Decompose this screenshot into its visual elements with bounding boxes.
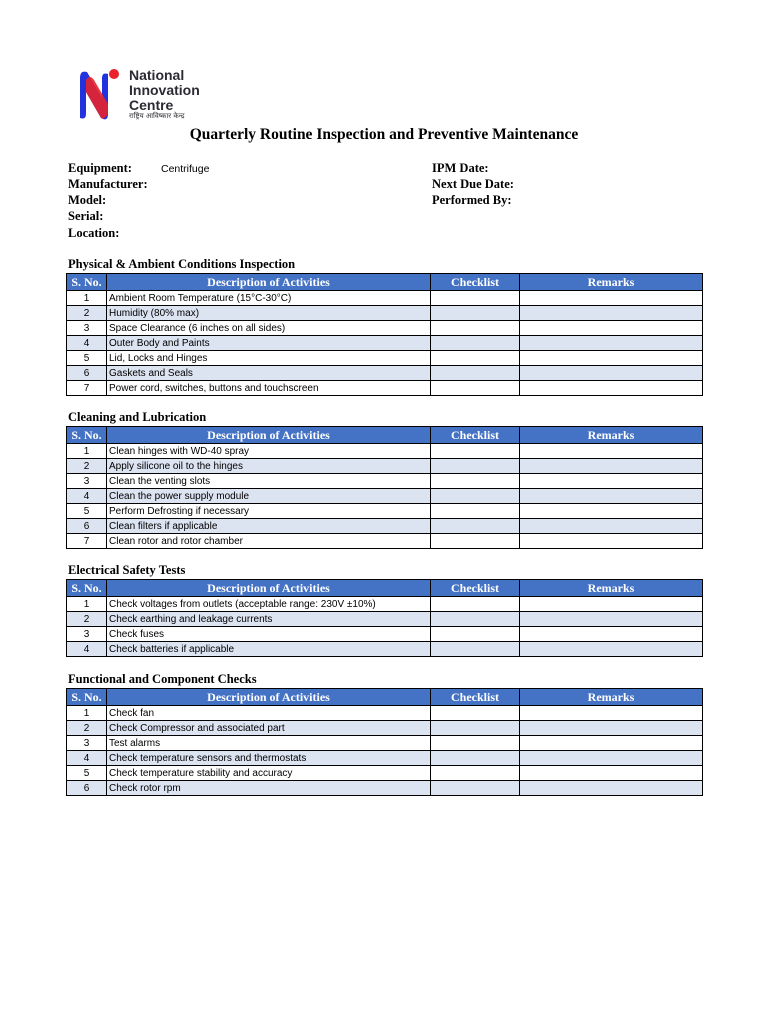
table-row: [67, 781, 703, 796]
table-header-row: [67, 689, 703, 706]
checklist-cell[interactable]: [431, 504, 520, 519]
row-description: Check temperature stability and accuracy: [107, 766, 431, 781]
physical-inspection-table: [66, 273, 703, 396]
row-description: Clean the venting slots: [107, 474, 431, 489]
checklist-cell[interactable]: [431, 489, 520, 504]
functional-checks-table: [66, 688, 703, 796]
checklist-cell[interactable]: [431, 381, 520, 396]
table-row: [67, 336, 703, 351]
remarks-cell[interactable]: [520, 444, 703, 459]
table-row: [67, 291, 703, 306]
remarks-cell[interactable]: [520, 366, 703, 381]
row-number: 1: [67, 444, 107, 459]
checklist-cell[interactable]: [431, 781, 520, 796]
table-row: [67, 721, 703, 736]
checklist-cell[interactable]: [431, 474, 520, 489]
remarks-cell[interactable]: [520, 336, 703, 351]
checklist-cell[interactable]: [431, 306, 520, 321]
logo-wordmark: [129, 68, 200, 113]
remarks-cell[interactable]: [520, 642, 703, 657]
row-number: 4: [67, 489, 107, 504]
checklist-header: Checklist: [431, 580, 520, 597]
row-number: 5: [67, 766, 107, 781]
remarks-cell[interactable]: [520, 474, 703, 489]
checklist-cell[interactable]: [431, 627, 520, 642]
checklist-cell[interactable]: [431, 736, 520, 751]
checklist-header: Checklist: [431, 274, 520, 291]
row-number: 7: [67, 381, 107, 396]
checklist-header: Checklist: [431, 427, 520, 444]
row-description: Perform Defrosting if necessary: [107, 504, 431, 519]
row-number: 6: [67, 781, 107, 796]
description-header: Description of Activities: [107, 427, 431, 444]
checklist-cell[interactable]: [431, 321, 520, 336]
row-number: 3: [67, 474, 107, 489]
remarks-cell[interactable]: [520, 459, 703, 474]
remarks-cell[interactable]: [520, 612, 703, 627]
remarks-cell[interactable]: [520, 381, 703, 396]
description-header: Description of Activities: [107, 580, 431, 597]
serial-label: Serial:: [68, 209, 104, 223]
row-number: 2: [67, 459, 107, 474]
nic-logo-icon: [76, 68, 122, 122]
remarks-cell[interactable]: [520, 751, 703, 766]
row-description: Check fan: [107, 706, 431, 721]
equipment-value: Centrifuge: [161, 163, 210, 175]
remarks-cell[interactable]: [520, 504, 703, 519]
row-description: Test alarms: [107, 736, 431, 751]
checklist-cell[interactable]: [431, 597, 520, 612]
checklist-cell[interactable]: [431, 291, 520, 306]
checklist-cell[interactable]: [431, 351, 520, 366]
row-description: Clean the power supply module: [107, 489, 431, 504]
remarks-cell[interactable]: [520, 627, 703, 642]
table-row: [67, 751, 703, 766]
row-description: Ambient Room Temperature (15°C-30°C): [107, 291, 431, 306]
row-number: 3: [67, 736, 107, 751]
checklist-cell[interactable]: [431, 519, 520, 534]
row-description: Check batteries if applicable: [107, 642, 431, 657]
row-number: 2: [67, 721, 107, 736]
row-description: Check earthing and leakage currents: [107, 612, 431, 627]
row-description: Apply silicone oil to the hinges: [107, 459, 431, 474]
remarks-cell[interactable]: [520, 321, 703, 336]
table-row: [67, 489, 703, 504]
table-row: [67, 627, 703, 642]
table-header-row: [67, 274, 703, 291]
electrical-safety-table: [66, 579, 703, 657]
description-header: Description of Activities: [107, 689, 431, 706]
row-description: Lid, Locks and Hinges: [107, 351, 431, 366]
table-row: [67, 381, 703, 396]
row-description: Clean hinges with WD-40 spray: [107, 444, 431, 459]
row-description: Space Clearance (6 inches on all sides): [107, 321, 431, 336]
row-description: Humidity (80% max): [107, 306, 431, 321]
row-number: 5: [67, 351, 107, 366]
checklist-cell[interactable]: [431, 721, 520, 736]
remarks-cell[interactable]: [520, 489, 703, 504]
row-description: Clean rotor and rotor chamber: [107, 534, 431, 549]
row-description: Check Compressor and associated part: [107, 721, 431, 736]
table-row: [67, 597, 703, 612]
table-row: [67, 706, 703, 721]
table-row: [67, 321, 703, 336]
remarks-cell[interactable]: [520, 706, 703, 721]
remarks-header: Remarks: [520, 427, 703, 444]
checklist-cell[interactable]: [431, 751, 520, 766]
equipment-label: Equipment:: [68, 161, 132, 175]
section-title-physical: Physical & Ambient Conditions Inspection: [68, 257, 296, 271]
section-title-functional: Functional and Component Checks: [68, 672, 257, 686]
sno-header: S. No.: [67, 274, 107, 291]
remarks-cell[interactable]: [520, 736, 703, 751]
table-header-row: [67, 427, 703, 444]
section-title-cleaning: Cleaning and Lubrication: [68, 410, 207, 424]
row-number: 4: [67, 751, 107, 766]
description-header: Description of Activities: [107, 274, 431, 291]
row-description: Check temperature sensors and thermostats: [107, 751, 431, 766]
row-number: 3: [67, 321, 107, 336]
checklist-cell[interactable]: [431, 612, 520, 627]
table-row: [67, 534, 703, 549]
table-row: [67, 444, 703, 459]
checklist-header: Checklist: [431, 689, 520, 706]
checklist-cell[interactable]: [431, 534, 520, 549]
remarks-cell[interactable]: [520, 351, 703, 366]
nic-logo: [76, 68, 256, 124]
ipm-date-label: IPM Date:: [432, 161, 489, 175]
manufacturer-label: Manufacturer:: [68, 177, 148, 191]
checklist-cell[interactable]: [431, 459, 520, 474]
logo-line-3: Centre: [129, 97, 174, 113]
logo-line-1: National: [129, 67, 185, 83]
checklist-cell[interactable]: [431, 336, 520, 351]
checklist-cell[interactable]: [431, 366, 520, 381]
row-number: 5: [67, 504, 107, 519]
table-row: [67, 474, 703, 489]
row-description: Outer Body and Paints: [107, 336, 431, 351]
checklist-cell[interactable]: [431, 444, 520, 459]
table-header-row: [67, 580, 703, 597]
remarks-cell[interactable]: [520, 597, 703, 612]
table-row: [67, 366, 703, 381]
table-row: [67, 504, 703, 519]
sno-header: S. No.: [67, 427, 107, 444]
row-number: 1: [67, 706, 107, 721]
logo-hindi-text: राष्ट्रिय आविष्कार केन्द्र: [129, 112, 185, 120]
remarks-header: Remarks: [520, 274, 703, 291]
remarks-cell[interactable]: [520, 721, 703, 736]
table-row: [67, 519, 703, 534]
row-number: 1: [67, 597, 107, 612]
remarks-cell[interactable]: [520, 519, 703, 534]
remarks-cell[interactable]: [520, 534, 703, 549]
row-description: Gaskets and Seals: [107, 366, 431, 381]
table-row: [67, 736, 703, 751]
row-number: 2: [67, 612, 107, 627]
table-row: [67, 459, 703, 474]
remarks-cell[interactable]: [520, 306, 703, 321]
table-row: [67, 642, 703, 657]
document-title: Quarterly Routine Inspection and Preventive Maintenance: [189, 126, 579, 143]
row-number: 7: [67, 534, 107, 549]
remarks-header: Remarks: [520, 689, 703, 706]
checklist-cell[interactable]: [431, 642, 520, 657]
checklist-cell[interactable]: [431, 766, 520, 781]
row-number: 6: [67, 366, 107, 381]
model-label: Model:: [68, 193, 107, 207]
row-description: Power cord, switches, buttons and touchscreen: [107, 381, 431, 396]
remarks-cell[interactable]: [520, 291, 703, 306]
sno-header: S. No.: [67, 689, 107, 706]
table-row: [67, 351, 703, 366]
location-label: Location:: [68, 226, 120, 240]
row-number: 1: [67, 291, 107, 306]
logo-line-2: Innovation: [129, 82, 200, 98]
row-description: Check rotor rpm: [107, 781, 431, 796]
section-title-electrical: Electrical Safety Tests: [68, 563, 186, 577]
row-number: 3: [67, 627, 107, 642]
sno-header: S. No.: [67, 580, 107, 597]
row-description: Check voltages from outlets (acceptable range: 230V ±10%): [107, 597, 431, 612]
row-description: Clean filters if applicable: [107, 519, 431, 534]
table-row: [67, 612, 703, 627]
remarks-cell[interactable]: [520, 781, 703, 796]
remarks-cell[interactable]: [520, 766, 703, 781]
next-due-date-label: Next Due Date:: [432, 177, 514, 191]
remarks-header: Remarks: [520, 580, 703, 597]
cleaning-lubrication-table: [66, 426, 703, 549]
row-number: 4: [67, 336, 107, 351]
checklist-cell[interactable]: [431, 706, 520, 721]
row-description: Check fuses: [107, 627, 431, 642]
row-number: 2: [67, 306, 107, 321]
table-row: [67, 766, 703, 781]
row-number: 6: [67, 519, 107, 534]
table-row: [67, 306, 703, 321]
performed-by-label: Performed By:: [432, 193, 512, 207]
row-number: 4: [67, 642, 107, 657]
